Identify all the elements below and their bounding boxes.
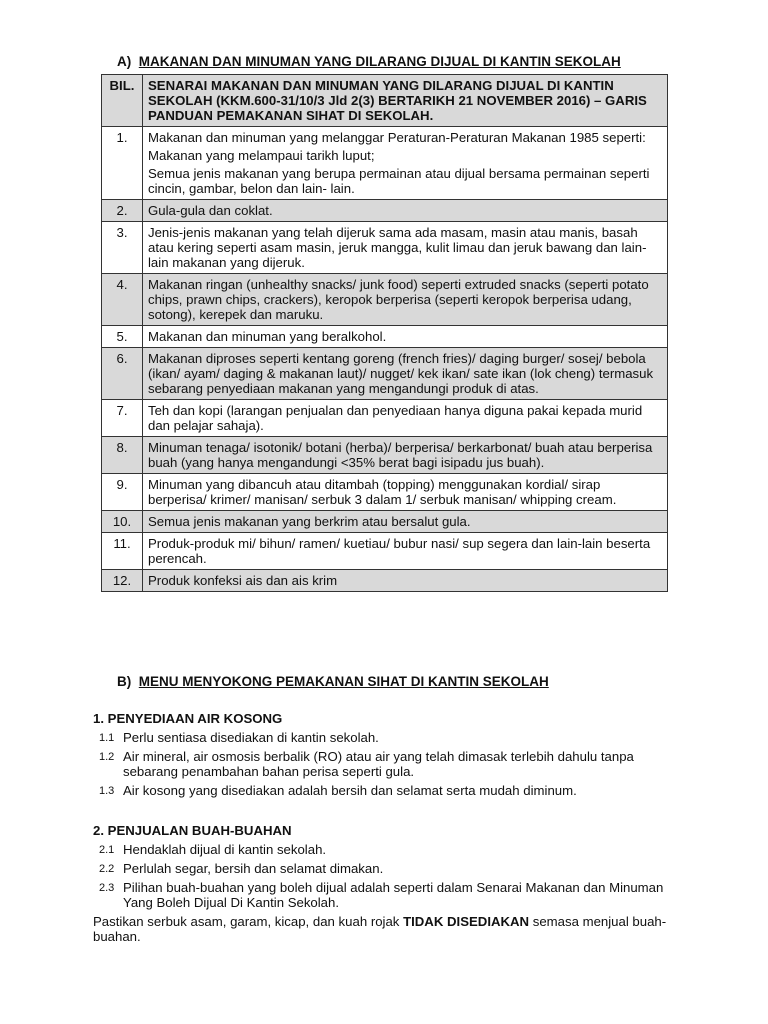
list-item-number: 1.1 (99, 732, 115, 744)
section-a-title: MAKANAN DAN MINUMAN YANG DILARANG DIJUAL DI KANTIN SEKOLAH (138, 54, 621, 69)
row-description-line: Gula-gula dan coklat. (148, 203, 273, 218)
row-number: 9. (102, 474, 143, 511)
row-description (143, 400, 668, 437)
table-row (102, 437, 668, 474)
row-description (143, 437, 668, 474)
list-item-number: 1.2 (99, 751, 115, 763)
section-a-label: A) (117, 54, 132, 69)
row-description-line: Minuman yang dibancuh atau ditambah (topping) menggunakan kordial/ sirap berperisa/ krimer/ manisan/ serbuk 3 dalam 1/ serbuk manisan/ whipping cream. (148, 477, 617, 507)
section-a-heading (117, 54, 621, 69)
row-description (143, 348, 668, 400)
closing-note-text-end: semasa menjual buah-buahan. (93, 914, 667, 944)
table-row (102, 400, 668, 437)
row-number: 6. (102, 348, 143, 400)
table-header-row (102, 75, 668, 127)
table-row (102, 511, 668, 533)
row-description (143, 474, 668, 511)
table-row (102, 570, 668, 592)
list-item-text: Air mineral, air osmosis berbalik (RO) atau air yang telah dimasak terlebih dahulu tanpa sebarang penambahan bahan perisa seperti gula. (123, 749, 634, 779)
row-description-line: Minuman tenaga/ isotonik/ botani (herba)/ berperisa/ berkarbonat/ buah atau berperisa buah (yang hanya mengandungi <35% berat bagi isipadu jus buah). (148, 440, 653, 470)
table-row (102, 222, 668, 274)
prohibited-items-table (101, 74, 668, 592)
row-number: 8. (102, 437, 143, 474)
row-description (143, 326, 668, 348)
section-b-heading (117, 674, 549, 689)
row-number: 1. (102, 127, 143, 200)
row-number: 11. (102, 533, 143, 570)
table-row (102, 533, 668, 570)
list-item (93, 880, 683, 910)
row-number: 12. (102, 570, 143, 592)
header-description: SENARAI MAKANAN DAN MINUMAN YANG DILARANG DIJUAL DI KANTIN SEKOLAH (KKM.600-31/10/3 Jld 2(3) BERTARIKH 21 NOVEMBER 2016) – GARIS PANDUAN PEMAKANAN SIHAT DI SEKOLAH. (143, 75, 668, 127)
list-item-text: Hendaklah dijual di kantin sekolah. (123, 842, 327, 857)
row-description-line: Semua jenis makanan yang berupa permainan atau dijual bersama permainan seperti cincin, gambar, belon dan lain- lain. (148, 166, 650, 196)
list-item-text: Perlu sentiasa disediakan di kantin sekolah. (123, 730, 379, 745)
row-description-line: Produk-produk mi/ bihun/ ramen/ kuetiau/ bubur nasi/ sup segera dan lain-lain beserta perencah. (148, 536, 651, 566)
row-number: 10. (102, 511, 143, 533)
closing-note-emphasis: TIDAK DISEDIAKAN (403, 914, 530, 929)
list-item (93, 861, 683, 876)
list-item-number: 1.3 (99, 785, 115, 797)
water-section (93, 711, 683, 802)
row-description-line: Semua jenis makanan yang berkrim atau bersalut gula. (148, 514, 471, 529)
list-item (93, 783, 683, 798)
closing-note-text: Pastikan serbuk asam, garam, kicap, dan kuah rojak (93, 914, 404, 929)
table-row (102, 200, 668, 222)
row-description-line: Makanan dan minuman yang melanggar Peraturan-Peraturan Makanan 1985 seperti: (148, 130, 646, 145)
row-description (143, 570, 668, 592)
row-description-line: Teh dan kopi (larangan penjualan dan penyediaan hanya diguna pakai kepada murid dan pelajar sahaja). (148, 403, 643, 433)
list-item-text: Air kosong yang disediakan adalah bersih dan selamat serta mudah diminum. (123, 783, 577, 798)
row-description (143, 127, 668, 200)
fruit-section-title: 2. PENJUALAN BUAH-BUAHAN (93, 823, 292, 838)
section-b-label: B) (117, 674, 132, 689)
list-item-number: 2.1 (99, 844, 115, 856)
row-number: 7. (102, 400, 143, 437)
list-item-text: Pilihan buah-buahan yang boleh dijual adalah seperti dalam Senarai Makanan dan Minuman Yang Boleh Dijual Di Kantin Sekolah. (123, 880, 664, 910)
list-item-number: 2.2 (99, 863, 115, 875)
row-number: 4. (102, 274, 143, 326)
row-description (143, 511, 668, 533)
table-row (102, 274, 668, 326)
table-row (102, 127, 668, 200)
row-number: 2. (102, 200, 143, 222)
row-description-line: Produk konfeksi ais dan ais krim (148, 573, 338, 588)
row-description-line: Makanan yang melampaui tarikh luput; (148, 148, 375, 163)
list-item-text: Perlulah segar, bersih dan selamat dimakan. (123, 861, 384, 876)
row-description (143, 222, 668, 274)
fruit-section (93, 823, 683, 944)
table-row (102, 326, 668, 348)
closing-note (93, 914, 683, 944)
row-description-line: Jenis-jenis makanan yang telah dijeruk sama ada masam, masin atau manis, basah atau kering seperti asam masin, jeruk mangga, kulit limau dan jeruk bawang dan lain-lain makanan yang dijeruk. (148, 225, 647, 270)
list-item (93, 842, 683, 857)
table-row (102, 348, 668, 400)
row-number: 3. (102, 222, 143, 274)
water-section-title: 1. PENYEDIAAN AIR KOSONG (93, 711, 283, 726)
row-number: 5. (102, 326, 143, 348)
row-description-line: Makanan dan minuman yang beralkohol. (148, 329, 387, 344)
header-bil: BIL. (102, 75, 143, 127)
row-description (143, 533, 668, 570)
list-item-number: 2.3 (99, 882, 115, 894)
row-description-line: Makanan ringan (unhealthy snacks/ junk food) seperti extruded snacks (seperti potato chips, prawn chips, crackers), keropok berperisa (seperti keropok berperisa udang, sotong), kerepek dan maruku. (148, 277, 649, 322)
table-row (102, 474, 668, 511)
list-item (93, 749, 683, 779)
row-description (143, 200, 668, 222)
list-item (93, 730, 683, 745)
section-b-title: MENU MENYOKONG PEMAKANAN SIHAT DI KANTIN SEKOLAH (138, 674, 549, 689)
row-description (143, 274, 668, 326)
row-description-line: Makanan diproses seperti kentang goreng (french fries)/ daging burger/ sosej/ bebola (ikan/ ayam/ daging & makanan laut)/ nugget/ kek ikan/ sate ikan (lok cheng) termasuk sebarang penyediaan makanan yang mengandungi produk di atas. (148, 351, 654, 396)
